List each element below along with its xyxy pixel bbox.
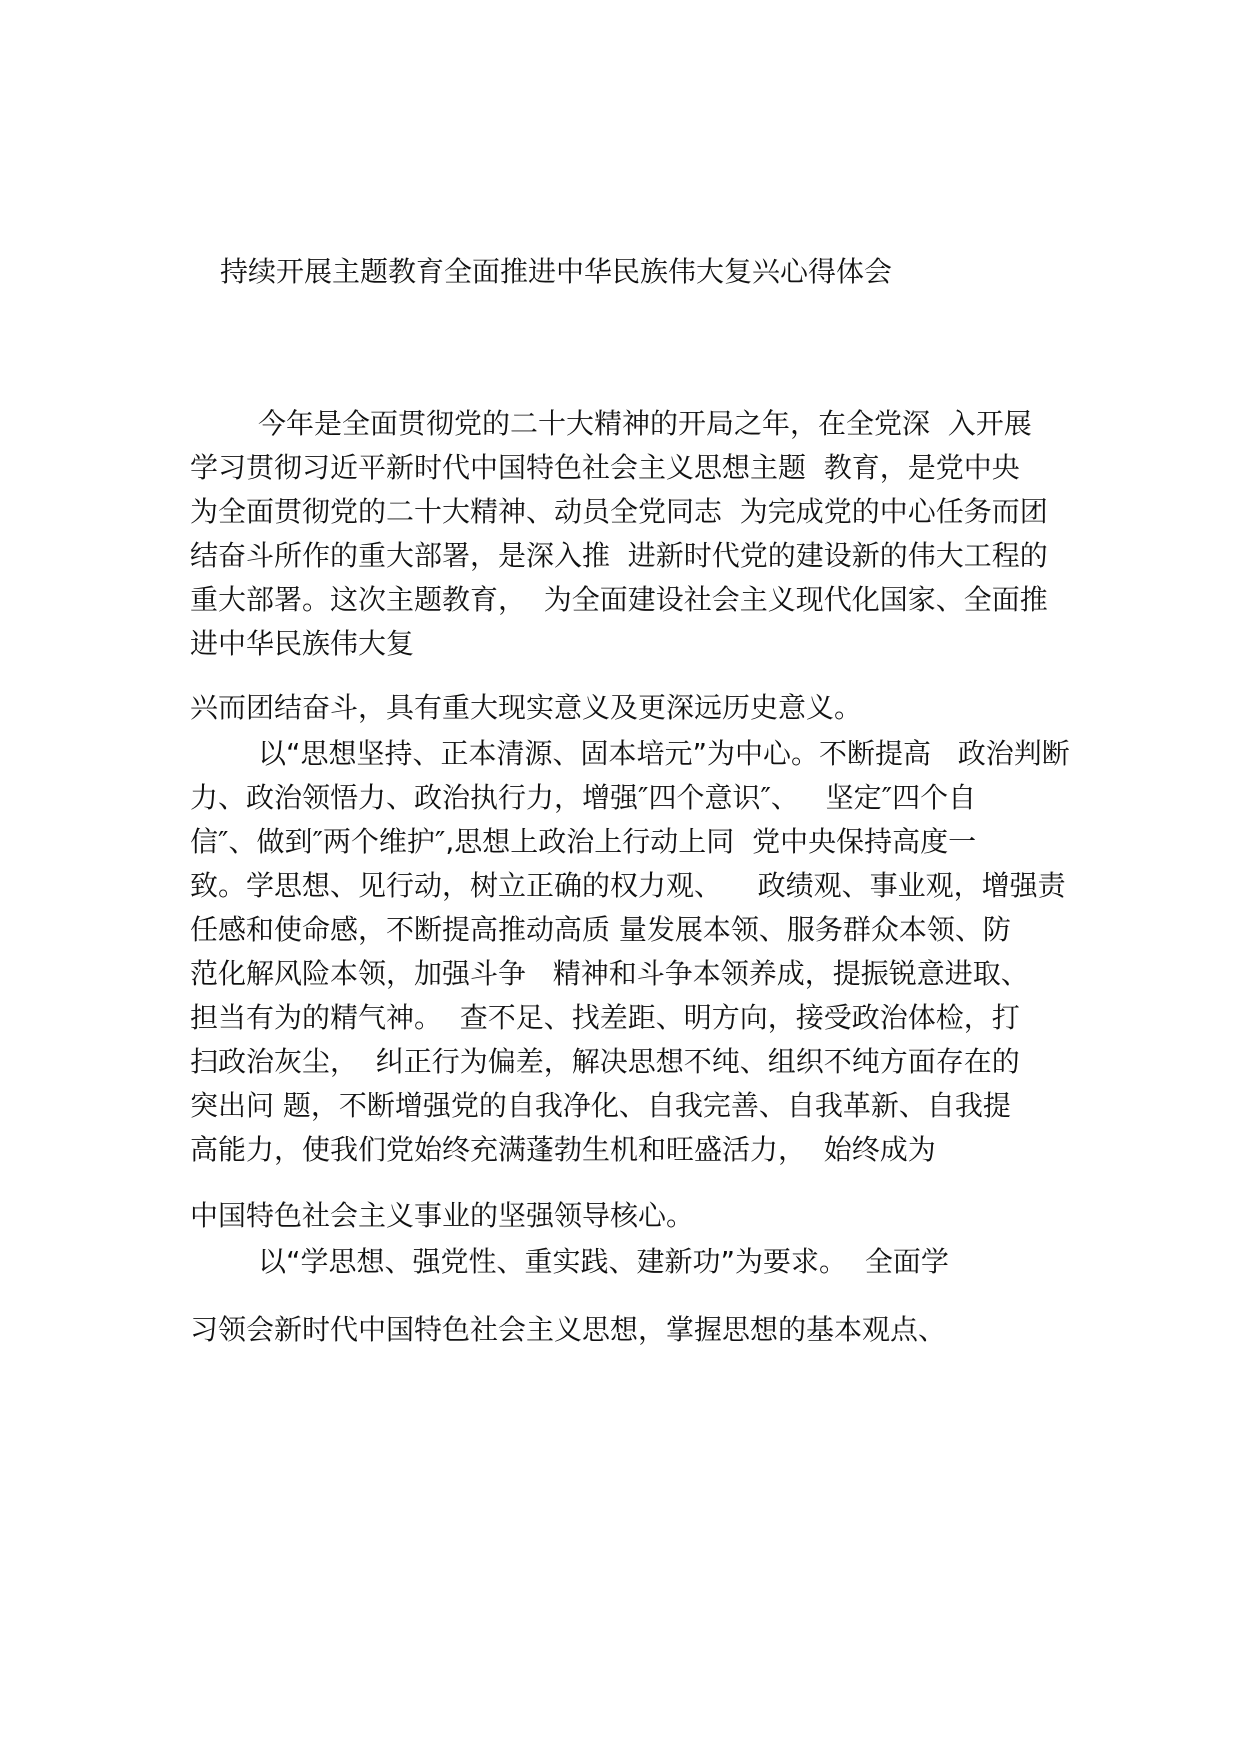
body-line: 信″、做到″两个维护″,思想上政治上行动上同 党中央保持高度一 [190,825,977,858]
body-line: 以“思想坚持、正本清源、固本培元”为中心。不断提高 政治判断 [258,737,1070,770]
body-line: 进中华民族伟大复 [190,627,415,660]
document-title: 持续开展主题教育全面推进中华民族伟大复兴心得体会 [220,255,893,288]
body-line: 兴而团结奋斗，具有重大现实意义及更深远历史意义。 [190,691,863,724]
body-line: 扫政治灰尘， 纠正行为偏差，解决思想不纯、组织不纯方面存在的 [190,1045,1020,1078]
body-line: 中国特色社会主义事业的坚强领导核心。 [190,1199,695,1232]
body-line: 担当有为的精气神。 查不足、找差距、明方向，接受政治体检，打 [190,1001,1020,1034]
body-line: 重大部署。这次主题教育， 为全面建设社会主义现代化国家、全面推 [190,583,1048,616]
body-line: 力、政治领悟力、政治执行力，增强″四个意识″、 坚定″四个自 [190,781,977,814]
body-line: 为全面贯彻党的二十大精神、动员全党同志 为完成党的中心任务而团 [190,495,1048,528]
body-line: 习领会新时代中国特色社会主义思想，掌握思想的基本观点、 [190,1313,947,1346]
body-line: 任感和使命感，不断提高推动高质 量发展本领、服务群众本领、防 [190,913,1011,946]
body-line: 突出问 题，不断增强党的自我净化、自我完善、自我革新、自我提 [190,1089,1011,1122]
body-line: 高能力，使我们党始终充满蓬勃生机和旺盛活力， 始终成为 [190,1133,936,1166]
body-line: 结奋斗所作的重大部署，是深入推 进新时代党的建设新的伟大工程的 [190,539,1048,572]
body-line: 致。学思想、见行动，树立正确的权力观、 政绩观、事业观，增强责 [190,869,1066,902]
body-line: 今年是全面贯彻党的二十大精神的开局之年，在全党深 入开展 [258,407,1032,440]
body-line: 学习贯彻习近平新时代中国特色社会主义思想主题 教育，是党中央 [190,451,1020,484]
body-line: 以“学思想、强党性、重实践、建新功”为要求。 全面学 [258,1245,949,1278]
body-line: 范化解风险本领，加强斗争 精神和斗争本领养成，提振锐意进取、 [190,957,1029,990]
